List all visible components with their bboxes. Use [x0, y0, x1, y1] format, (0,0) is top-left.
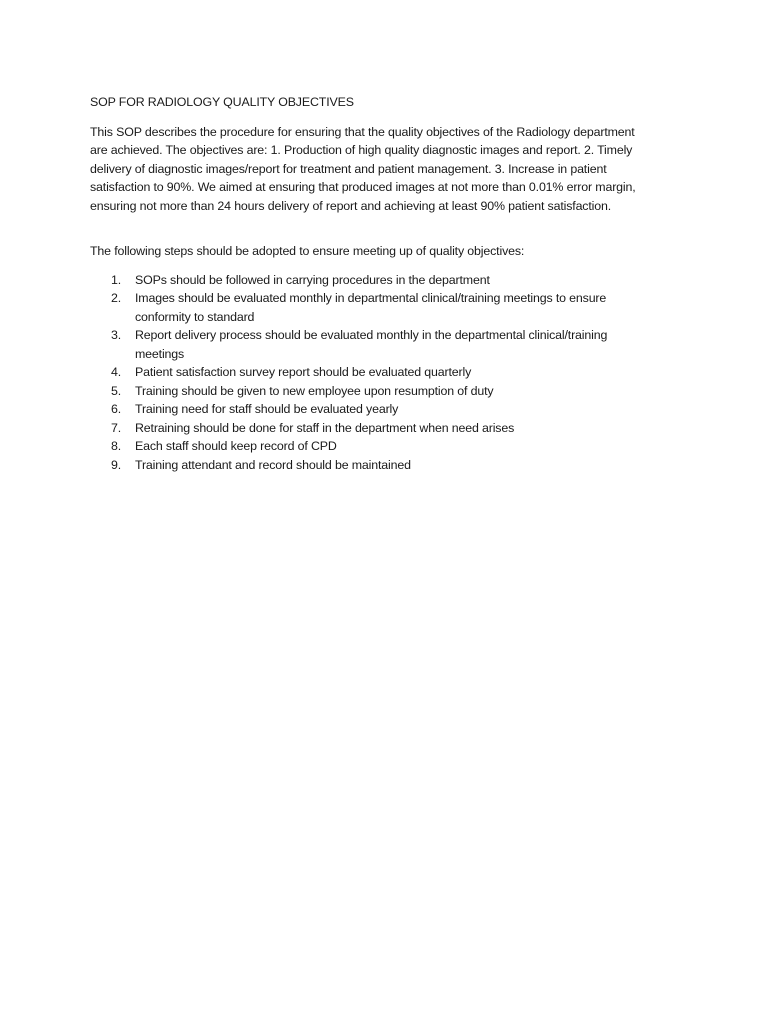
intro-line: are achieved. The objectives are: 1. Production of high quality diagnostic images and report. 2. Timely — [90, 143, 633, 157]
step-item — [90, 419, 680, 438]
intro-line: satisfaction to 90%. We aimed at ensuring that produced images at not more than 0.01% error margin, — [90, 180, 636, 194]
steps-list — [90, 271, 680, 475]
step-text: Images should be evaluated monthly in departmental clinical/training meetings to ensure — [135, 291, 607, 305]
step-number: 2. — [111, 291, 122, 305]
intro-line: This SOP describes the procedure for ensuring that the quality objectives of the Radiology department — [90, 124, 635, 139]
step-text: Patient satisfaction survey report should be evaluated quarterly — [135, 365, 472, 379]
step-number: 4. — [111, 365, 122, 379]
step-text: Training should be given to new employee upon resumption of duty — [135, 383, 494, 398]
step-text: Training need for staff should be evaluated yearly — [135, 402, 399, 416]
step-text: SOPs should be followed in carrying procedures in the department — [135, 272, 490, 287]
step-number: 3. — [111, 328, 122, 342]
step-item — [90, 400, 680, 419]
step-number: 9. — [111, 457, 122, 472]
document-title: SOP FOR RADIOLOGY QUALITY OBJECTIVES — [90, 95, 354, 109]
step-item — [90, 363, 680, 382]
step-text: meetings — [135, 346, 185, 361]
step-item — [90, 437, 680, 456]
step-text: Retraining should be done for staff in the department when need arises — [135, 420, 515, 435]
step-number: 6. — [111, 402, 122, 416]
step-text: Each staff should keep record of CPD — [135, 439, 337, 453]
intro-line: ensuring not more than 24 hours delivery of report and achieving at least 90% patient satisfaction. — [90, 198, 612, 213]
step-item — [90, 289, 680, 326]
step-item — [90, 456, 680, 475]
intro-line: delivery of diagnostic images/report for treatment and patient management. 3. Increase in patient — [90, 161, 607, 176]
step-number: 1. — [111, 272, 122, 287]
step-text: conformity to standard — [135, 309, 255, 324]
step-item — [90, 382, 680, 401]
step-number: 7. — [111, 420, 122, 435]
document-body — [90, 93, 680, 474]
step-number: 8. — [111, 439, 122, 453]
step-text: Report delivery process should be evaluated monthly in the departmental clinical/training — [135, 328, 608, 342]
steps-lead: The following steps should be adopted to ensure meeting up of quality objectives: — [90, 244, 525, 258]
step-text: Training attendant and record should be maintained — [135, 457, 411, 472]
step-number: 5. — [111, 383, 122, 398]
step-item — [90, 326, 680, 363]
intro-paragraph — [90, 123, 680, 216]
step-item — [90, 271, 680, 290]
